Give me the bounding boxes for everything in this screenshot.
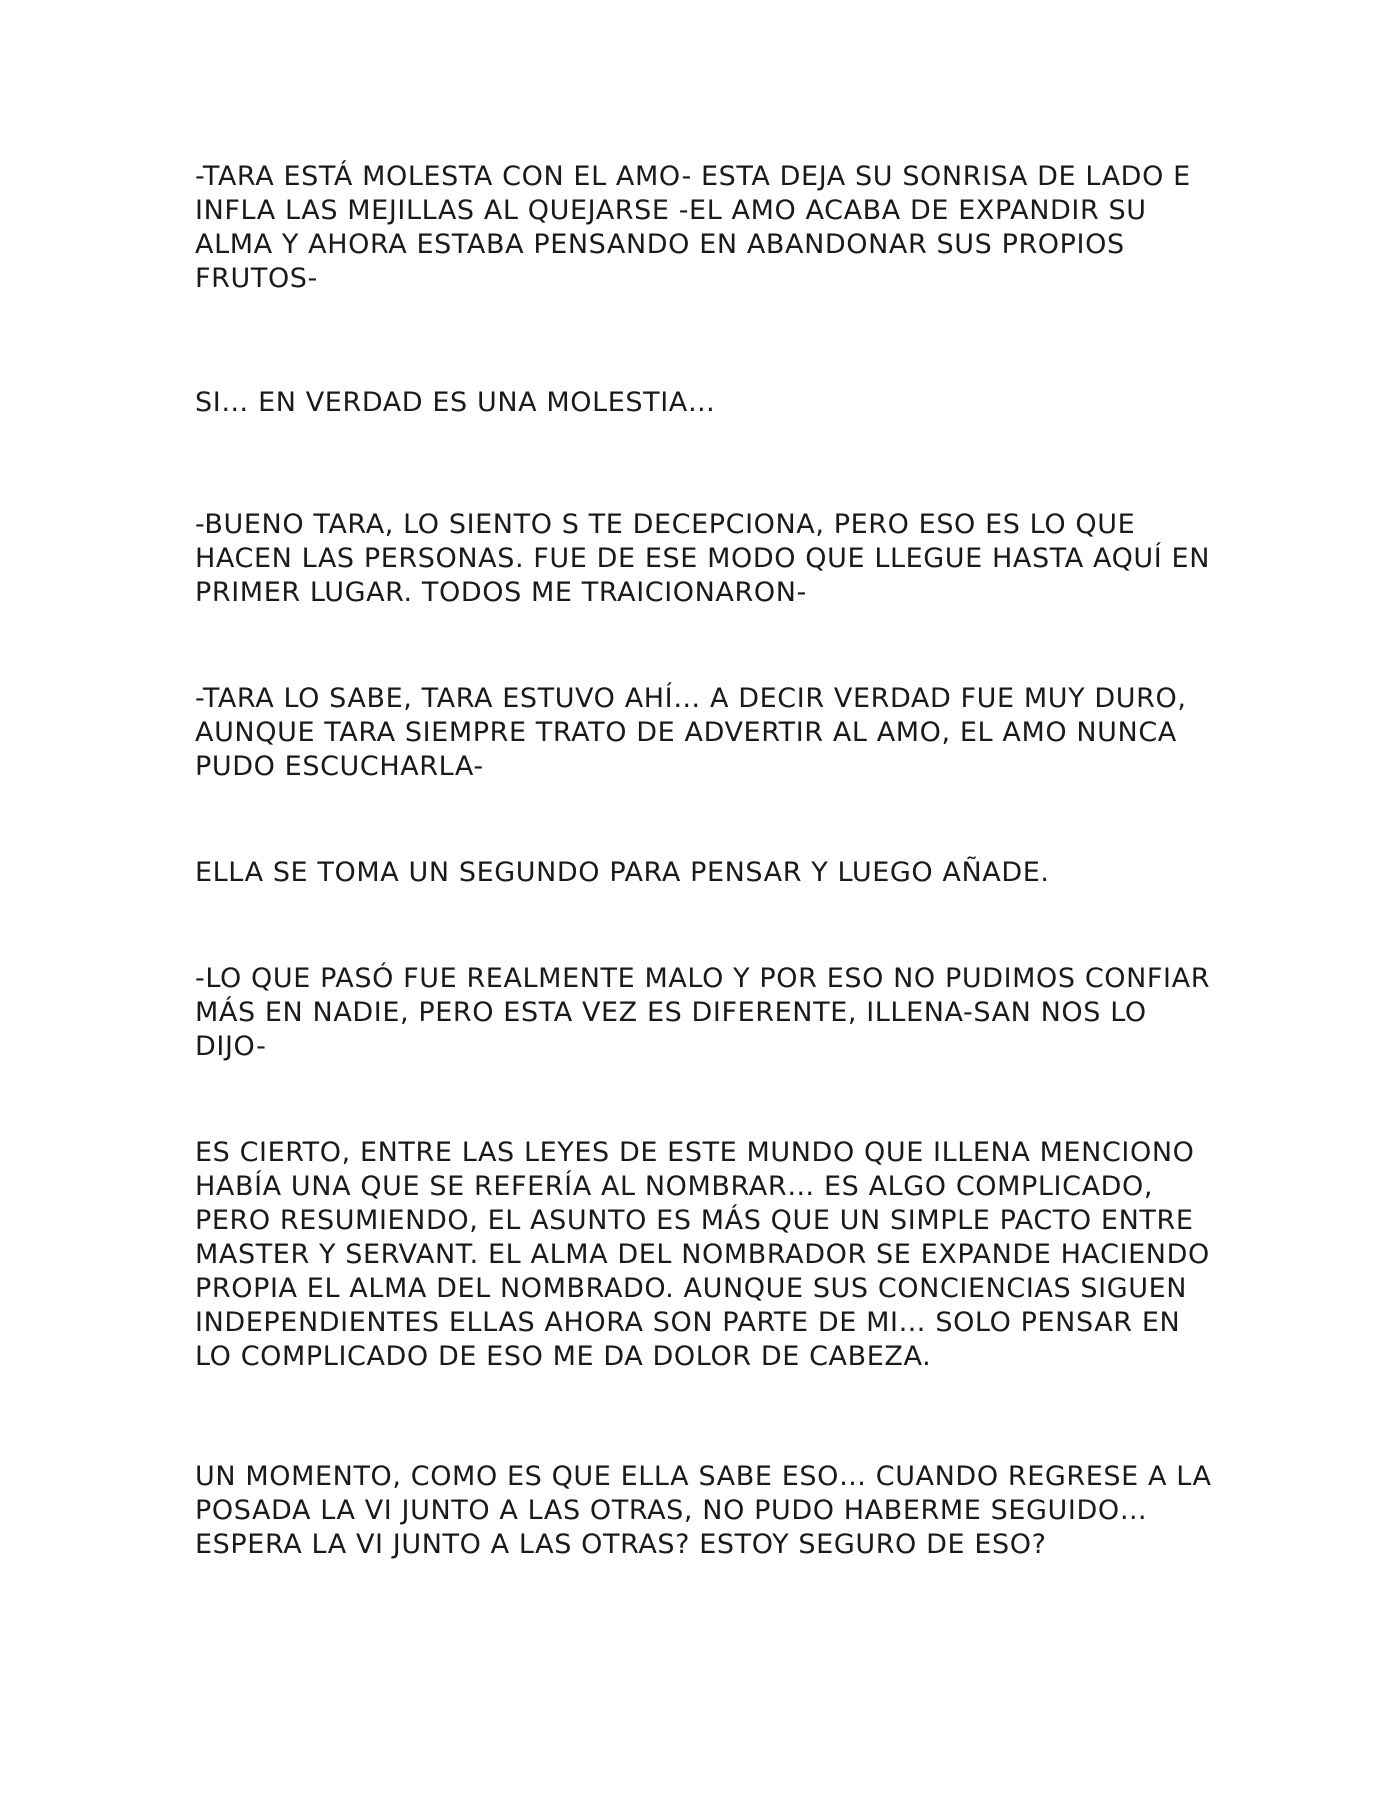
- paragraph-3: -BUENO TARA, LO SIENTO S TE DECEPCIONA, PERO ESO ES LO QUE HACEN LAS PERSONAS. FUE DE ESE MODO QUE LLEGUE HASTA AQUÍ EN PRIMER LUGAR. TODOS ME TRAICIONARON-: [195, 509, 1210, 608]
- paragraph-5: ELLA SE TOMA UN SEGUNDO PARA PENSAR Y LUEGO AÑADE.: [195, 857, 1050, 888]
- paragraph-2: SI… EN VERDAD ES UNA MOLESTIA…: [195, 387, 716, 418]
- paragraph-7: ES CIERTO, ENTRE LAS LEYES DE ESTE MUNDO QUE ILLENA MENCIONO HABÍA UNA QUE SE REFERÍA AL NOMBRAR… ES ALGO COMPLICADO, PERO RESUMIENDO, EL ASUNTO ES MÁS QUE UN SIMPLE PACTO ENTRE MASTER Y SERVANT. EL ALMA DEL NOMBRADOR SE EXPANDE HACIENDO PROPIA EL ALMA DEL NOMBRADO. AUNQUE SUS CONCIENCIAS SIGUEN INDEPENDIENTES ELLAS AHORA SON PARTE DE MI… SOLO PENSAR EN LO COMPLICADO DE ESO ME DA DOLOR DE CABEZA.: [195, 1137, 1210, 1372]
- paragraph-8: UN MOMENTO, COMO ES QUE ELLA SABE ESO… CUANDO REGRESE A LA POSADA LA VI JUNTO A LAS OTRAS, NO PUDO HABERME SEGUIDO… ESPERA LA VI JUNTO A LAS OTRAS? ESTOY SEGURO DE ESO?: [195, 1461, 1212, 1560]
- paragraph-4: -TARA LO SABE, TARA ESTUVO AHÍ… A DECIR VERDAD FUE MUY DURO, AUNQUE TARA SIEMPRE TRATO DE ADVERTIR AL AMO, EL AMO NUNCA PUDO ESCUCHARLA-: [195, 683, 1187, 782]
- paragraph-1: -TARA ESTÁ MOLESTA CON EL AMO- ESTA DEJA SU SONRISA DE LADO E INFLA LAS MEJILLAS AL QUEJARSE -EL AMO ACABA DE EXPANDIR SU ALMA Y AHORA ESTABA PENSANDO EN ABANDONAR SUS PROPIOS FRUTOS-: [195, 161, 1191, 294]
- text-column: [195, 160, 1225, 1562]
- paragraph-6: -LO QUE PASÓ FUE REALMENTE MALO Y POR ESO NO PUDIMOS CONFIAR MÁS EN NADIE, PERO ESTA VEZ ES DIFERENTE, ILLENA-SAN NOS LO DIJO-: [195, 963, 1211, 1062]
